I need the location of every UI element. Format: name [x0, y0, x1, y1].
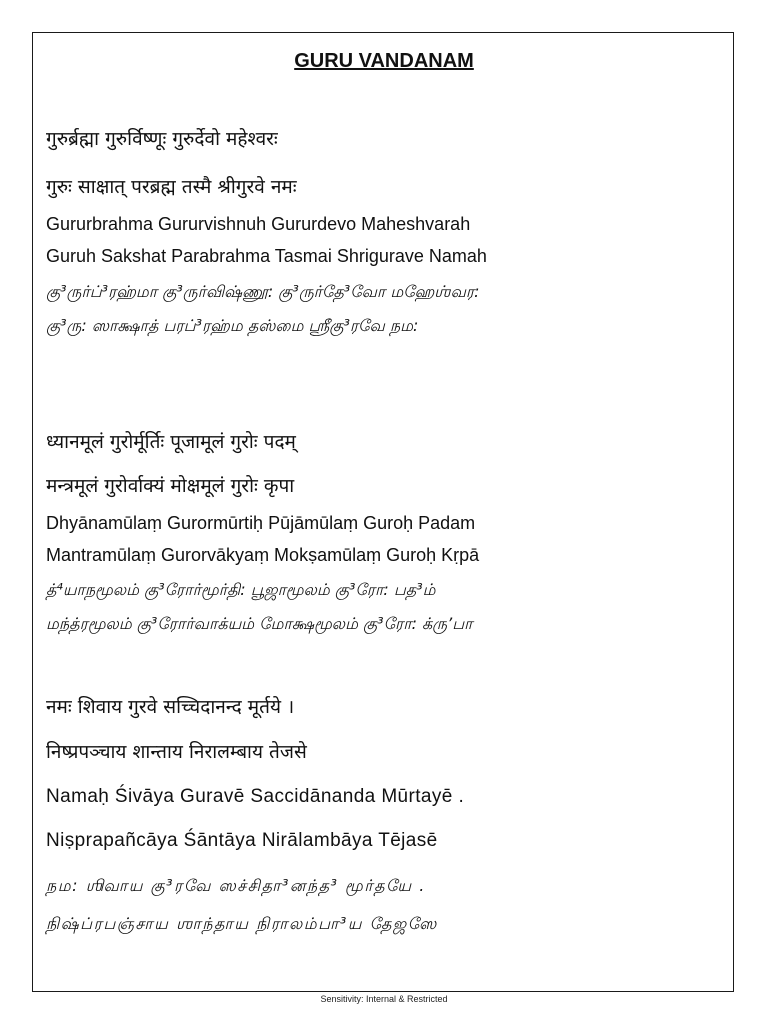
verse-2-transliteration-line-2: Mantramūlaṃ Gurorvākyaṃ Mokṣamūlaṃ Guroḥ Kṛpā: [46, 545, 480, 565]
verse-1-devanagari-line-1: गुरुर्ब्रह्मा गुरुर्विष्णूः गुरुर्देवो महेश्वरः: [46, 128, 278, 150]
verse-2-devanagari-line-2: मन्त्रमूलं गुरोर्वाक्यं मोक्षमूलं गुरोः कृपा: [46, 475, 295, 497]
verse-2-transliteration-line-1: Dhyānamūlaṃ Gurormūrtiḥ Pūjāmūlaṃ Guroḥ Padam: [46, 513, 476, 533]
verse-3-transliteration-line-2: Niṣprapañcāya Śāntāya Nirālambāya Tējasē: [46, 830, 438, 851]
verse-2-tamil-line-2: மந்த்ரமூலம் கு³ரோர்வாக்யம் மோக்ஷமூலம் கு³ரோ: க்ரு’பா: [46, 614, 473, 633]
sensitivity-footer: Sensitivity: Internal & Restricted: [320, 994, 448, 1004]
verse-3-tamil-line-1: நம: ஶிவாய கு³ரவே ஸச்சிதா³னந்த³ மூர்தயே .: [46, 876, 426, 895]
verse-3-devanagari-line-2: निष्प्रपञ्चाय शान्ताय निरालम्बाय तेजसे: [46, 741, 307, 763]
verse-1-devanagari-line-2: गुरुः साक्षात् परब्रह्म तस्मै श्रीगुरवे नमः: [46, 176, 297, 198]
verse-3-tamil-line-2: நிஷ்ப்ரபஞ்சாய ஶாந்தாய நிராலம்பா³ய தேஜஸே: [46, 914, 438, 933]
verse-2-devanagari-line-1: ध्यानमूलं गुरोर्मूर्तिः पूजामूलं गुरोः पदम्: [46, 431, 296, 453]
verse-3-transliteration-line-1: Namaḥ Śivāya Guravē Saccidānanda Mūrtayē .: [46, 786, 465, 807]
verse-1-tamil-line-1: கு³ருர்ப்³ரஹ்மா கு³ருர்விஷ்ணூ: கு³ருர்தே³வோ மஹேஶ்வர:: [46, 282, 480, 301]
verse-1-transliteration-line-1: Gururbrahma Gururvishnuh Gururdevo Maheshvarah: [46, 214, 471, 234]
verse-3-devanagari-line-1: नमः शिवाय गुरवे सच्चिदानन्द मूर्तये ।: [46, 696, 295, 718]
verse-1-tamil-line-2: கு³ரு: ஸாக்ஷாத் பரப்³ரஹ்ம தஸ்மை ஶ்ரீகு³ரவே நம:: [46, 316, 419, 335]
document-title: GURU VANDANAM: [294, 50, 474, 72]
verse-1-transliteration-line-2: Guruh Sakshat Parabrahma Tasmai Shrigurave Namah: [46, 246, 487, 266]
verse-2-tamil-line-1: த்⁴யாநமூலம் கு³ரோர்மூர்தி: பூஜாமூலம் கு³ரோ: பத³ம்: [46, 580, 436, 599]
